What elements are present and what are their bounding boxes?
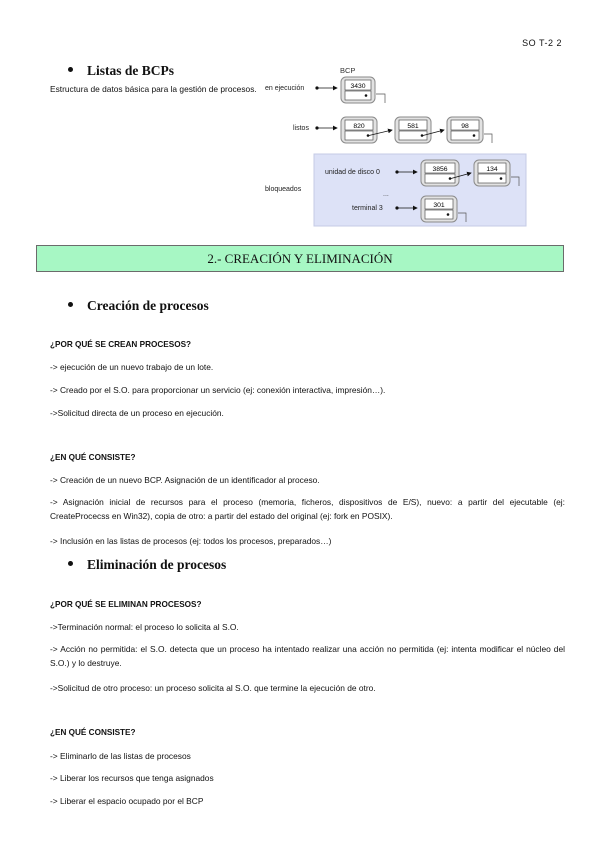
creacion-what-question: ¿EN QUÉ CONSISTE?: [50, 453, 136, 462]
diagram-title: BCP: [340, 66, 356, 75]
section-banner: 2.- CREACIÓN Y ELIMINACIÓN: [36, 245, 564, 272]
bcp-node-running: [341, 77, 375, 103]
creacion-heading-text: Creación de procesos: [87, 298, 209, 313]
bcp-heading: [68, 63, 174, 79]
bcp-node-134: [474, 160, 510, 186]
pid-820: 820: [353, 123, 365, 130]
pid-3430: 3430: [350, 83, 366, 90]
eliminacion-what-question: ¿EN QUÉ CONSISTE?: [50, 728, 136, 737]
bcp-node-301: [421, 196, 457, 222]
eliminacion-what-item: -> Liberar los recursos que tenga asignados: [50, 773, 214, 783]
creacion-heading: [68, 298, 209, 314]
blocked-label: bloqueados: [265, 186, 302, 193]
creacion-why-question: ¿POR QUÉ SE CREAN PROCESOS?: [50, 340, 192, 349]
bcp-node-3856: [421, 160, 459, 186]
bcp-list-diagram: [255, 60, 545, 232]
eliminacion-what-item: -> Liberar el espacio ocupado por el BCP: [50, 796, 204, 806]
pid-3856: 3856: [432, 166, 448, 173]
creacion-what-item: -> Inclusión en las listas de procesos (ej: todos los procesos, preparados…): [50, 536, 332, 546]
eliminacion-heading-text: Eliminación de procesos: [87, 557, 227, 572]
ready-label: listos: [293, 125, 309, 132]
creacion-what-item: -> Creación de un nuevo BCP. Asignación de un identificador al proceso.: [50, 475, 320, 485]
bcp-node-581: [395, 117, 431, 143]
pid-134: 134: [486, 166, 498, 173]
bcp-description: Estructura de datos básica para la gestión de procesos.: [50, 84, 257, 94]
bcp-node-98: [447, 117, 483, 143]
creacion-why-item: -> ejecución de un nuevo trabajo de un lote.: [50, 362, 214, 372]
eliminacion-why-item: ->Terminación normal: el proceso lo solicita al S.O.: [50, 622, 239, 632]
bullet-icon: [68, 67, 73, 72]
pid-301: 301: [433, 202, 445, 209]
bullet-icon: [68, 302, 73, 307]
eliminacion-why-item: ->Solicitud de otro proceso: un proceso solicita al S.O. que termine la ejecución de otro.: [50, 683, 376, 693]
eliminacion-heading: [68, 557, 226, 573]
running-label: en ejecución: [265, 85, 305, 92]
eliminacion-why-item: -> Acción no permitida: el S.O. detecta que un proceso ha intentado realizar una acción no permitida (ej: intenta modificar el núcleo del S.O.) y lo destruye.: [50, 644, 565, 668]
bullet-icon: [68, 561, 73, 566]
disk-label: unidad de disco 0: [325, 169, 380, 176]
page-number: SO T-2 2: [522, 38, 562, 48]
creacion-what-item: -> Asignación inicial de recursos para el proceso (memoria, ficheros, dispositivos de E/S), nuevo: a partir del ejecutable (ej: CreateProcecss en Win32), copia de otro: a partir del estado del original (ej: fork en POSIX).: [50, 497, 565, 521]
creacion-why-item: -> Creado por el S.O. para proporcionar un servicio (ej: conexión interactiva, impresión…).: [50, 385, 386, 395]
eliminacion-why-question: ¿POR QUÉ SE ELIMINAN PROCESOS?: [50, 600, 202, 609]
bcp-heading-text: Listas de BCPs: [87, 63, 175, 78]
bcp-node-820: [341, 117, 377, 143]
pid-581: 581: [407, 123, 419, 130]
creacion-why-item: ->Solicitud directa de un proceso en ejecución.: [50, 408, 224, 418]
ellipsis: ...: [383, 191, 389, 198]
terminal-label: terminal 3: [352, 205, 383, 212]
eliminacion-what-item: -> Eliminarlo de las listas de procesos: [50, 751, 191, 761]
pid-98: 98: [461, 123, 469, 130]
